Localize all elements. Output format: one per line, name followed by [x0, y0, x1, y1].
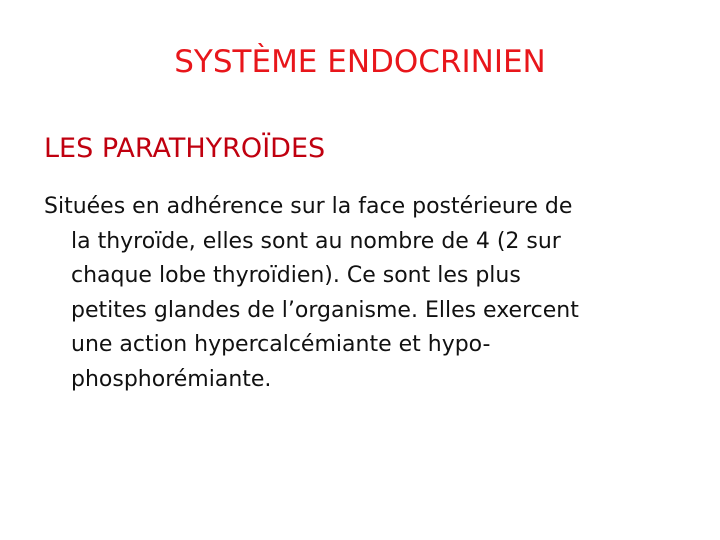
body-line: une action hypercalcémiante et hypo- [71, 332, 491, 357]
section-heading: LES PARATHYROÏDES [44, 133, 326, 164]
body-line: petites glandes de l’organisme. Elles exercent [71, 297, 579, 323]
slide-title: SYSTÈME ENDOCRINIEN [174, 44, 546, 80]
body-line: phosphorémiante. [71, 366, 272, 392]
body-line: Situées en adhérence sur la face postérieure de [44, 194, 573, 219]
body-paragraph [44, 190, 684, 397]
body-line: la thyroïde, elles sont au nombre de 4 (2 sur [71, 228, 561, 254]
body-line: chaque lobe thyroïdien). Ce sont les plus [71, 263, 521, 288]
